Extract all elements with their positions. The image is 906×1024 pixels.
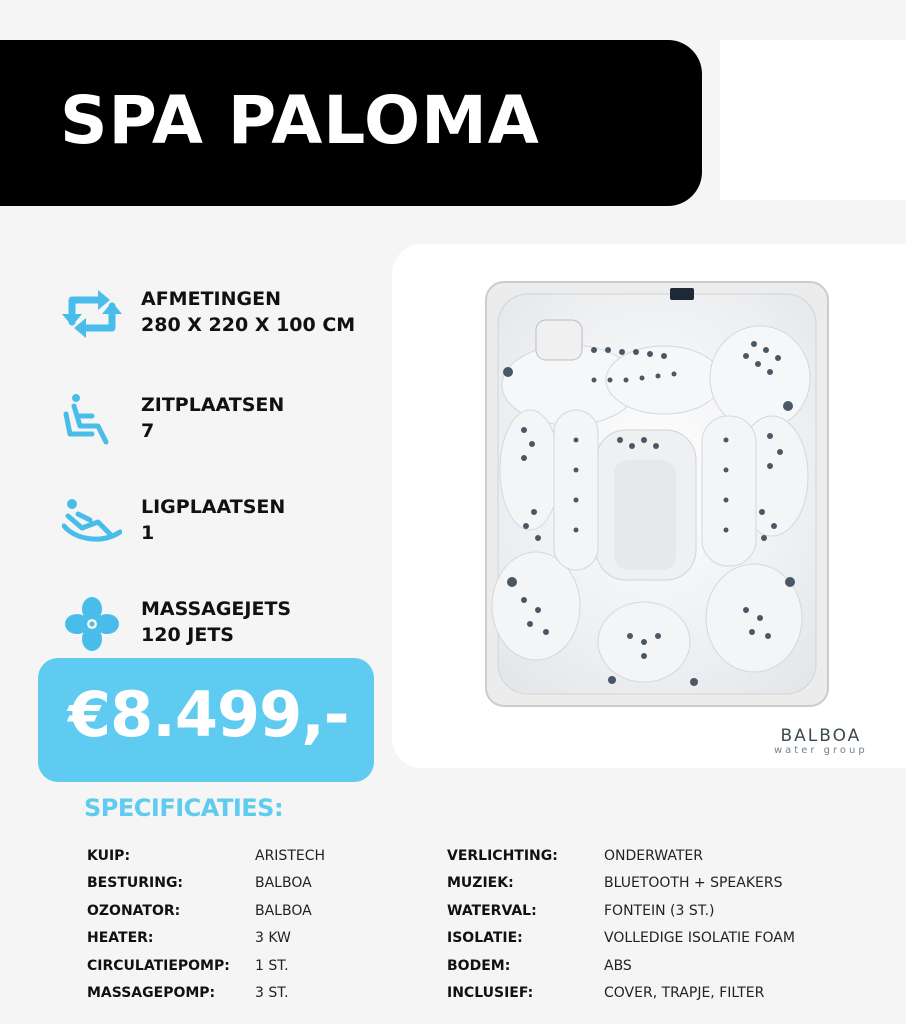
- feature-value: 280 X 220 X 100 CM: [141, 314, 356, 336]
- spec-key: KUIP:: [87, 848, 131, 864]
- spec-value: BALBOA: [255, 875, 312, 892]
- spec-value: FONTEIN (3 ST.): [604, 902, 715, 919]
- feature-value: 1: [141, 522, 155, 544]
- spec-value: ONDERWATER: [604, 848, 703, 864]
- feature-label: AFMETINGEN: [141, 288, 281, 310]
- feature-label: LIGPLAATSEN: [141, 496, 286, 518]
- feature-value: 7: [141, 420, 155, 442]
- spec-key: MUZIEK:: [447, 875, 514, 892]
- spec-value: VOLLEDIGE ISOLATIE FOAM: [604, 930, 795, 947]
- spec-key: BESTURING:: [87, 875, 184, 892]
- brand-logo: [774, 728, 868, 757]
- spec-value: BLUETOOTH + SPEAKERS: [604, 875, 783, 892]
- feature-label: MASSAGEJETS: [141, 598, 292, 620]
- spec-value: ARISTECH: [255, 848, 326, 864]
- reclining-person-icon: [62, 494, 122, 550]
- spec-key: WATERVAL:: [447, 902, 537, 919]
- spec-value: 1 ST.: [255, 957, 289, 974]
- spa-top-view-image: [484, 280, 830, 710]
- price-value: €8.499,-: [68, 678, 349, 751]
- brand-name: BALBOA: [780, 726, 862, 746]
- product-photo-card: [392, 244, 906, 768]
- spec-key: MASSAGEPOMP:: [87, 985, 216, 1001]
- spec-value: 3 KW: [255, 930, 291, 947]
- spec-key: CIRCULATIEPOMP:: [87, 957, 230, 974]
- feature-label: ZITPLAATSEN: [141, 394, 285, 416]
- spec-value: COVER, TRAPJE, FILTER: [604, 985, 765, 1001]
- spec-value: ABS: [604, 957, 632, 974]
- price-badge: [38, 658, 374, 782]
- brand-subtitle: water group: [774, 745, 868, 756]
- spec-key: HEATER:: [87, 930, 154, 947]
- spec-value: 3 ST.: [255, 985, 289, 1001]
- page-title: SPA PALOMA: [60, 82, 540, 159]
- arrows-refresh-icon: [62, 286, 122, 342]
- spec-key: OZONATOR:: [87, 902, 181, 919]
- spec-key: INCLUSIEF:: [447, 985, 534, 1001]
- spec-key: BODEM:: [447, 957, 511, 974]
- spec-key: VERLICHTING:: [447, 848, 558, 864]
- seated-person-icon: [62, 392, 122, 448]
- spec-value: BALBOA: [255, 902, 312, 919]
- title-bar: [0, 40, 702, 206]
- top-right-panel: [720, 40, 906, 200]
- specs-title: SPECIFICATIES:: [84, 794, 284, 822]
- spec-key: ISOLATIE:: [447, 930, 523, 947]
- fan-icon: [62, 596, 122, 652]
- feature-value: 120 JETS: [141, 624, 234, 646]
